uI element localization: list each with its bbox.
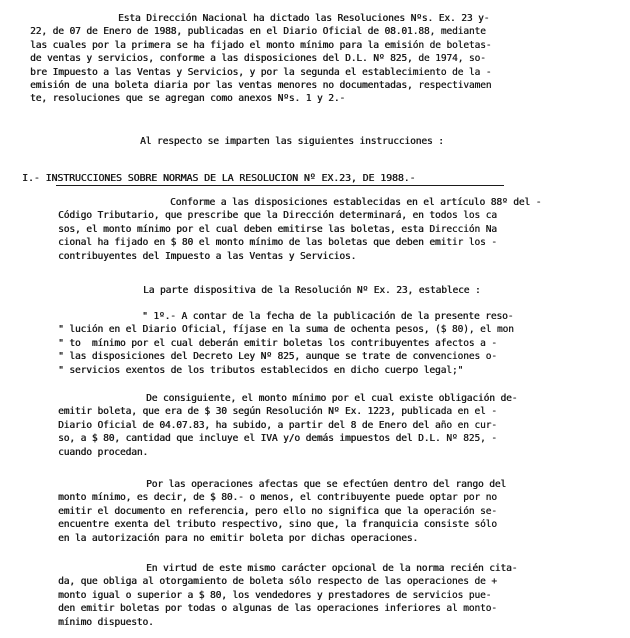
instructions-intro	[140, 135, 444, 148]
text-line: de ventas y servicios, conforme a las disposiciones del D.L. Nº 825, de 1974, so-	[30, 53, 486, 65]
text-line: den emitir boletas por todas o algunas de las operaciones inferiores al monto-	[58, 603, 497, 615]
paragraph-consiguiente	[58, 392, 517, 459]
text-line: Al respecto se imparten las siguientes instrucciones :	[140, 136, 444, 147]
heading-underline	[56, 185, 504, 186]
text-line: mínimo dispuesto.	[58, 616, 154, 628]
paragraph-dispositiva	[143, 284, 481, 297]
text-line: contribuyentes del Impuesto a las Ventas y Servicios.	[58, 250, 357, 262]
text-line: Esta Dirección Nacional ha dictado las Resoluciones Nºs. Ex. 23 y-	[118, 13, 490, 24]
text-line: " las disposiciones del Decreto Ley Nº 825, aunque se trate de convenciones o-	[58, 351, 497, 363]
text-line: emitir el documento en referencia, pero ello no significa que la operación se-	[58, 505, 497, 517]
text-line: so, a $ 80, cantidad que incluye el IVA y/o demás impuestos del D.L. Nº 825, -	[58, 433, 497, 445]
paragraph-virtud	[58, 562, 517, 629]
paragraph-operaciones	[58, 478, 506, 545]
section-heading	[22, 172, 415, 185]
text-line: monto igual o superior a $ 80, los vendedores y prestadores de servicios pue-	[58, 589, 492, 601]
text-line: emisión de una boleta diaria por las ventas menores no documentadas, respectivamen	[30, 80, 492, 92]
text-line: " lución en el Diario Oficial, fíjase en la suma de ochenta pesos, ($ 80), el mon	[58, 324, 514, 336]
text-line: " 1º.- A contar de la fecha de la publicación de la presente reso-	[142, 311, 514, 322]
text-line: Diario Oficial de 04.07.83, ha subido, a partir del 8 de Enero del año en cur-	[58, 419, 497, 431]
text-line: " servicios exentos de los tributos establecidos en dicho cuerpo legal;"	[58, 364, 464, 376]
section-heading-text: I.- INSTRUCCIONES SOBRE NORMAS DE LA RESOLUCION Nº EX.23, DE 1988.-	[22, 173, 416, 184]
text-line: bre Impuesto a las Ventas y Servicios, y por la segunda el establecimiento de la -	[30, 66, 492, 78]
text-line: monto mínimo, es decir, de $ 80.- o menos, el contribuyente puede optar por no	[58, 492, 497, 504]
text-line: emitir boleta, que era de $ 30 según Resolución Nº Ex. 1223, publicada en el -	[58, 406, 497, 418]
text-line: las cuales por la primera se ha fijado el monto mínimo para la emisión de boletas-	[30, 39, 492, 51]
quoted-resolution	[58, 310, 514, 377]
text-line: cional ha fijado en $ 80 el monto mínimo de las boletas que deben emitir los -	[58, 237, 497, 249]
text-line: " to mínimo por el cual deberán emitir boletas los contribuyentes afectos a -	[58, 337, 497, 349]
text-line: cuando procedan.	[58, 446, 149, 458]
intro-paragraph	[30, 12, 491, 106]
paragraph-conforme	[58, 196, 541, 263]
text-line: En virtud de este mismo carácter opcional de la norma recién cita-	[146, 563, 518, 574]
text-line: te, resoluciones que se agregan como anexos Nºs. 1 y 2.-	[30, 93, 346, 105]
text-line: La parte dispositiva de la Resolución Nº Ex. 23, establece :	[143, 285, 481, 296]
text-line: Código Tributario, que prescribe que la Dirección determinará, en todos los ca	[58, 210, 497, 222]
text-line: encuentre exenta del tributo respectivo, sino que, la franquicia consiste sólo	[58, 519, 497, 531]
text-line: en la autorización para no emitir boleta por dichas operaciones.	[58, 532, 419, 544]
text-line: 22, de 07 de Enero de 1988, publicadas en el Diario Oficial de 08.01.88, mediante	[30, 26, 486, 38]
text-line: Por las operaciones afectas que se efectúen dentro del rango del	[146, 479, 507, 490]
text-line: sos, el monto mínimo por el cual deben emitirse las boletas, esta Dirección Na	[58, 223, 497, 235]
text-line: Conforme a las disposiciones establecidas en el artículo 88º del -	[170, 197, 542, 208]
text-line: da, que obliga al otorgamiento de boleta sólo respecto de las operaciones de +	[58, 576, 497, 588]
text-line: De consiguiente, el monto mínimo por el cual existe obligación de-	[146, 393, 518, 404]
